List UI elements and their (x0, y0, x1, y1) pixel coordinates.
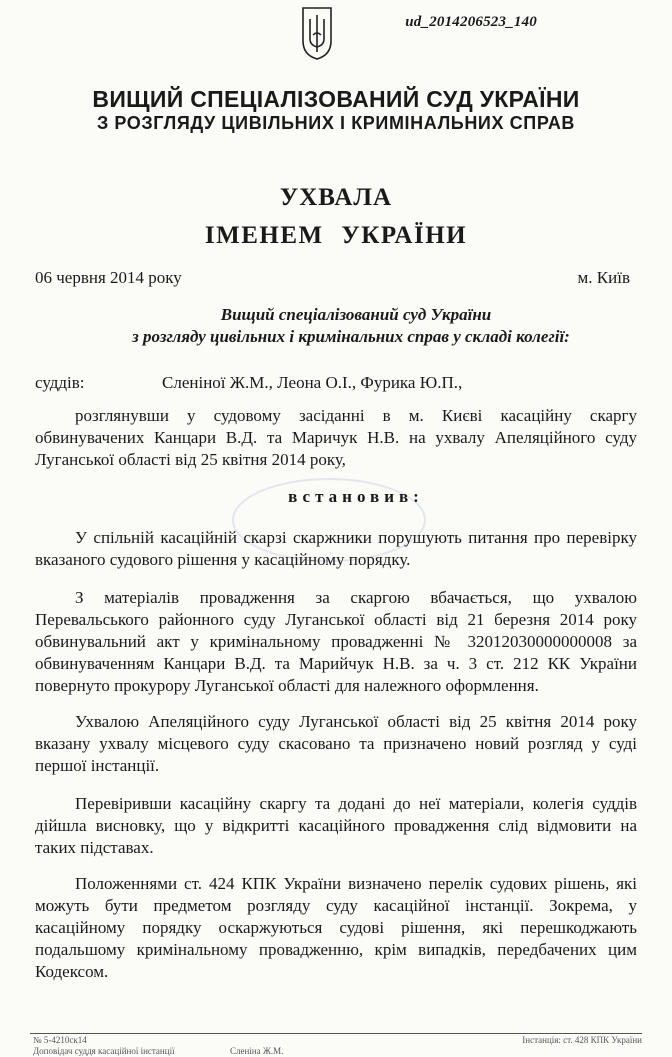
court-name-line1: ВИЩИЙ СПЕЦІАЛІЗОВАНИЙ СУД УКРАЇНИ (92, 86, 580, 112)
paragraph (35, 587, 637, 697)
footer-divider (30, 1033, 642, 1034)
paragraph (35, 711, 637, 777)
footer-reporter: Доповідач суддя касаційної інстанції (33, 1046, 175, 1056)
established-heading: встановив: (288, 487, 424, 506)
judges-names: Сленіної Ж.М., Леона О.І., Фурика Ю.П., (162, 373, 463, 392)
court-name-line2: З РОЗГЛЯДУ ЦИВІЛЬНИХ І КРИМІНАЛЬНИХ СПРАВ (96, 113, 576, 133)
paragraph (35, 527, 637, 571)
coat-of-arms-icon (300, 5, 334, 61)
intro-text: розглянувши у судовому засіданні в м. Києві касаційну скаргу обвинувачених Канцари В.Д. та Маричук Н.В. на ухвалу Апеляційного суду Луганської області від 25 квітня 2014 року, (35, 406, 637, 469)
footer-case-number: № 5-4210ск14 (33, 1035, 87, 1045)
footer-case-info (33, 1035, 175, 1057)
document-date: 06 червня 2014 року (35, 268, 182, 287)
document-subtitle: ІМЕНЕМ УКРАЇНИ (204, 222, 468, 249)
judges-label: суддів: (35, 373, 85, 392)
paragraph-text: Перевіривши касаційну скаргу та додані до неї матеріали, колегія суддів дійшла висновку, що у відкритті касаційного провадження слід відмовити на таких підставах. (35, 794, 637, 857)
panel-line2: з розгляду цивільних і кримінальних справ у складі колегії: (132, 327, 570, 346)
document-id: ud_2014206523_140 (405, 14, 537, 30)
paragraph-text: Положеннями ст. 424 КПК України визначено перелік судових рішень, які можуть бути предметом розгляду суду касаційної інстанції. Зокрема, у касаційному порядку оскаржуються судові рішення, які перешкоджають подальшому кримінальному провадженню, крім випадків, передбачених цим Кодексом. (35, 874, 637, 981)
panel-line1: Вищий спеціалізований суд України (220, 305, 492, 324)
paragraph-text: Ухвалою Апеляційного суду Луганської області від 25 квітня 2014 року вказану ухвалу місцевого суду скасовано та призначено новий розгляд у суді першої інстанції. (35, 712, 637, 775)
document-city: м. Київ (577, 268, 630, 287)
paragraph (35, 873, 637, 983)
footer-judge: Сленіна Ж.М. (230, 1046, 284, 1056)
paragraph-text: З матеріалів провадження за скаргою вбачається, що ухвалою Перевальського районного суду Луганської області від 21 березня 2014 року обвинувальний акт у кримінальному провадженні № 32012030000000008 за обвинуваченням Канцари В.Д. та Марийчук Н.В. за ч. 3 ст. 212 КК України повернуто прокурору Луганської області для належного оформлення. (35, 588, 637, 695)
footer-category: Інстанція: ст. 428 КПК України (522, 1035, 642, 1045)
paragraph-text: У спільній касаційній скарзі скаржники порушують питання про перевірку вказаного судового рішення у касаційному порядку. (35, 528, 637, 569)
document-type-title: УХВАЛА (279, 184, 393, 211)
paragraph (35, 793, 637, 859)
intro-paragraph (35, 405, 637, 471)
